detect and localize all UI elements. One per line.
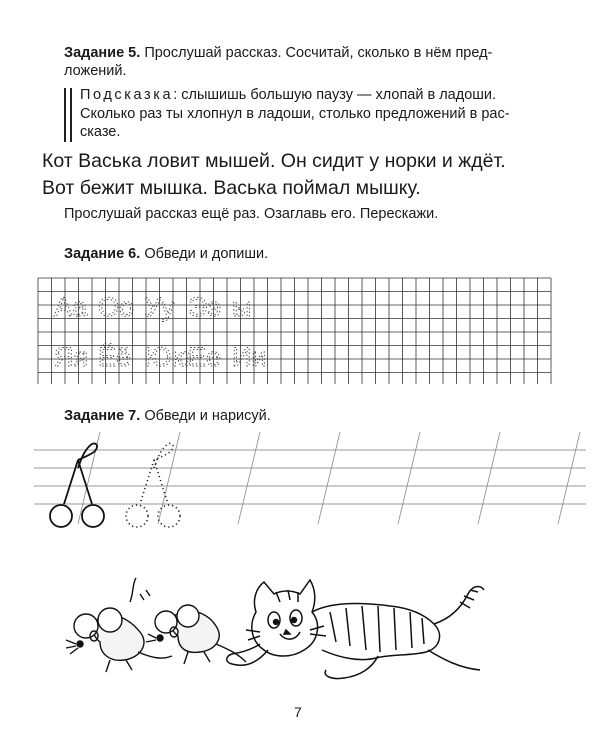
tracing-grid[interactable]: [36, 276, 566, 384]
cat-icon: [227, 580, 484, 679]
task6-label: Задание 6.: [64, 246, 141, 262]
tracing-letters-row2[interactable]: [54, 342, 267, 372]
task5-instruction-line1: Прослушай рассказ. Сосчитай, сколько в нём пред-: [144, 45, 493, 61]
story-line2: Вот бежит мышка. Васька поймал мышку.: [42, 177, 421, 199]
story-text: [42, 148, 587, 202]
task6-heading: [64, 245, 268, 263]
letters-Yeye[interactable]: Ее: [188, 342, 222, 372]
tracing-letters-row1[interactable]: [54, 292, 251, 322]
ruled-lines: [34, 450, 586, 504]
page-number: 7: [294, 704, 302, 720]
hint-text: [80, 86, 534, 142]
hint-line2: Сколько раз ты хлопнул в ладоши, столько предложений в рас-: [80, 105, 510, 122]
task5-label: Задание 5.: [64, 45, 141, 61]
cherry-tracing-icon[interactable]: [126, 443, 180, 527]
task7-label: Задание 7.: [64, 408, 141, 424]
hint-block: [64, 86, 534, 142]
letters-Ii[interactable]: Ии: [232, 342, 267, 372]
letters-y[interactable]: ы: [232, 292, 252, 322]
hint-line1: : слышишь большую паузу — хлопай в ладоши.: [173, 87, 497, 103]
letters-Yuyu[interactable]: Юю: [144, 342, 192, 372]
letters-Ee[interactable]: Ээ: [188, 292, 222, 322]
mouse-right-icon: [140, 590, 246, 664]
letters-Yoyo[interactable]: Ёё: [98, 342, 132, 372]
task7-instruction: Обведи и нарисуй.: [144, 408, 271, 424]
cat-and-mice-illustration: [60, 572, 530, 692]
drawing-lines-area[interactable]: [30, 428, 590, 548]
task7-heading: [64, 407, 271, 425]
hint-bars-decoration: [64, 88, 74, 142]
task6-instruction: Обведи и допиши.: [144, 246, 269, 262]
cherry-sample-icon: [50, 443, 104, 527]
hint-line3: сказе.: [80, 124, 121, 140]
slant-lines: [78, 432, 580, 524]
story-line1: Кот Васька ловит мышей. Он сидит у норки и ждёт.: [42, 150, 506, 172]
task5-heading: [64, 44, 544, 80]
retell-instruction: Прослушай рассказ ещё раз. Озаглавь его. Перескажи.: [64, 206, 439, 222]
task5-instruction-line2: ложений.: [64, 63, 127, 79]
letters-Oo[interactable]: Оо: [98, 292, 135, 322]
letters-Aa[interactable]: Аа: [54, 292, 88, 322]
letters-Yaya[interactable]: Яя: [54, 342, 89, 372]
hint-word: Подсказка: [80, 87, 174, 103]
letters-Uu[interactable]: Уу: [144, 292, 175, 322]
